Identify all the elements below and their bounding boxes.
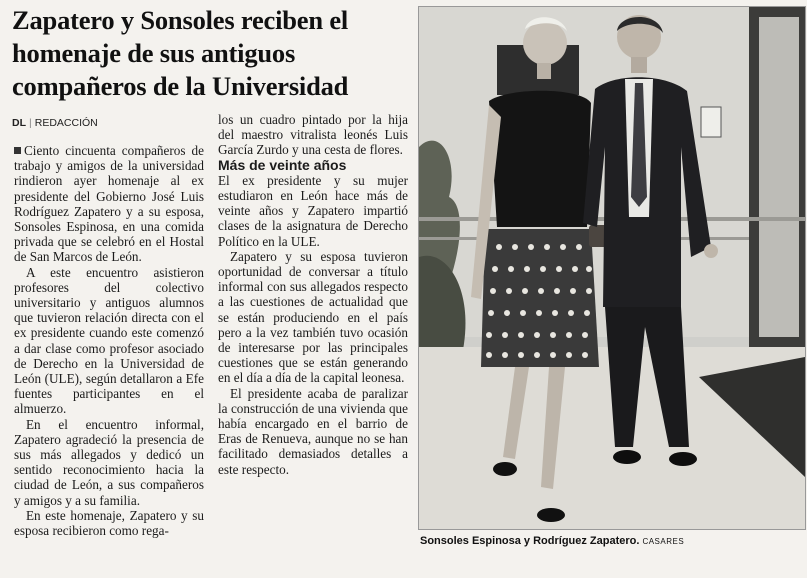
- article-column-1: [14, 143, 204, 538]
- paragraph: El presidente acaba de paralizar la construcción de una vivienda que había encargado en el barrio de Eras de Renueva, aunque no se han facilitado demasiados detalles a este respecto.: [218, 385, 408, 477]
- photo-caption: [420, 535, 684, 547]
- paragraph: A este encuentro asistieron profesores del colectivo universitario y antiguos alumnos que tuvieron relación directa con el ex presidente cuando este comenzó a dar clase como profesor asociado de Derecho en la Universidad de León (ULE), según detallaron a Efe fuentes participantes en el almuerzo.: [14, 264, 204, 417]
- photo-credit: CASARES: [642, 537, 685, 546]
- article-photo: [418, 6, 806, 530]
- bullet-icon: [14, 147, 21, 154]
- byline-author: REDACCIÓN: [34, 117, 98, 129]
- paragraph: Ciento cincuenta compañeros de trabajo y amigos de la universidad rindieron ayer homenaje al ex presidente del Gobierno José Luis Rodríguez Zapatero y a su esposa, Sonsoles Espinosa, en una comida privada que se celebró en el Hostal de San Marcos de León.: [14, 143, 204, 265]
- paragraph: En el encuentro informal, Zapatero agradeció la presencia de sus más allegados y dedicó un sentido reconocimiento hacia la ciudad de León, a sus compañeros y amigos y a su familia.: [14, 416, 204, 508]
- subhead: Más de veinte años: [218, 156, 347, 173]
- headline: Zapatero y Sonsoles reciben el homenaje de sus antiguos compañeros de la Universidad: [12, 5, 349, 101]
- byline: DL | REDACCIÓN: [12, 117, 98, 129]
- paragraph: El ex presidente y su mujer estudiaron en León hace más de veinte años y Zapatero impartió clases de la asignatura de Derecho Político en la ULE.: [218, 172, 408, 249]
- byline-brand: DL: [12, 117, 26, 129]
- paragraph-continued: los un cuadro pintado por la hija del maestro vitralista leonés Luis García Zurdo y una cesta de flores.: [218, 112, 408, 158]
- article-column-2: [218, 112, 408, 477]
- caption-text: Sonsoles Espinosa y Rodríguez Zapatero.: [420, 535, 640, 547]
- paragraph: Zapatero y su esposa tuvieron oportunidad de conversar a título informal con sus allegados respecto a las cuestiones de actualidad que se están produciendo en el país pero a la vez también tuvo ocasión de interesarse por las principales cuestiones que se están generando en el día a día de la capital leonesa.: [218, 248, 408, 386]
- photo-illustration: [419, 7, 805, 529]
- paragraph: En este homenaje, Zapatero y su esposa recibieron como rega-: [14, 507, 204, 539]
